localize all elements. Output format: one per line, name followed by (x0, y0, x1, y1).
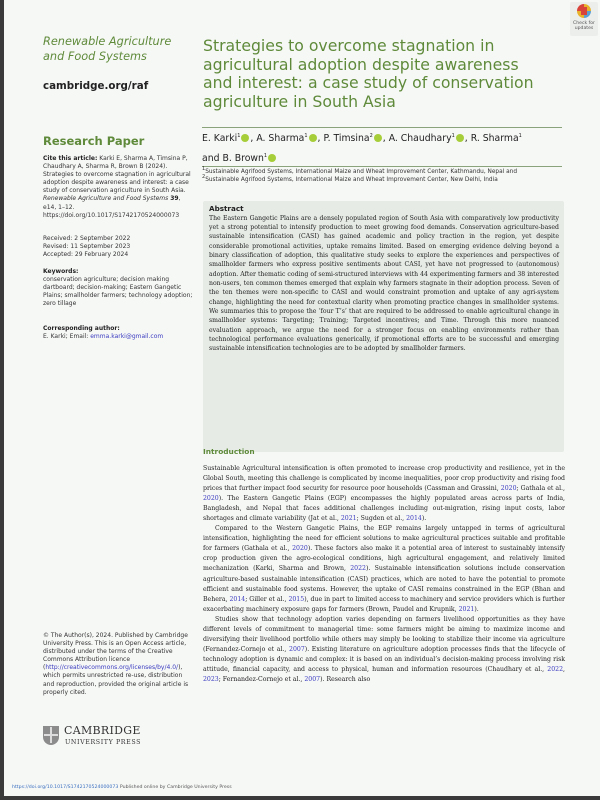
shield-icon (43, 726, 59, 745)
license-post: ), which permits unrestricted re-use, distribution and reproduction, provided the original article is properly cited. (43, 664, 189, 696)
body-text-run: ). These factors also make it a potential area of interest to sustainably intensify crop production given the agro-ecological conditions, high agricultural engagement, and relatively limited mechanization (Karki, Sharma and Brown, (203, 545, 565, 573)
page-footer (12, 785, 232, 790)
body-text-run: ). Research also (320, 675, 371, 683)
body-text-run: Sustainable Agricultural intensification is often promoted to increase crop productivity and resilience, yet in the Global South, meeting this challenge is complicated by income inequalities, poor crop productivity and rising food prices that further impact food security for resource poor households (Cassman and Grassini, (203, 465, 565, 493)
keywords-text: conservation agriculture; decision making dartboard; decision-making; Eastern Gangetic Plains; smallholder farmers; technology adoption; zero tillage (43, 276, 193, 308)
keywords-label: Keywords: (43, 268, 79, 275)
affiliation-text: Sustainable Agrifood Systems, International Maize and Wheat Improvement Center, New Delhi, India (205, 177, 498, 184)
affiliation-number: 1 (202, 166, 206, 173)
journal-name: Renewable Agriculture and Food Systems (43, 35, 172, 63)
authors-divider (202, 166, 562, 167)
author-name[interactable]: P. Timsina (323, 133, 370, 144)
author-name[interactable]: R. Sharma (470, 133, 519, 144)
cite-doi-link[interactable]: https://doi.org/10.1017/S1742170524000073 (43, 211, 180, 219)
license-link[interactable]: http://creativecommons.org/licenses/by/4.0/ (45, 664, 179, 672)
orcid-icon[interactable] (268, 154, 276, 162)
citation-link[interactable]: 2007 (304, 675, 321, 683)
affiliation-item (202, 168, 582, 176)
corresponding-label: Corresponding author: (43, 325, 120, 332)
orcid-icon[interactable] (309, 134, 317, 142)
body-text-run: ). (421, 515, 427, 523)
affiliation-item (202, 176, 582, 184)
author-list (202, 129, 567, 168)
article-title: Strategies to overcome stagnation in agricultural adoption despite awareness and interest: a case study of conservation agriculture in South Asia (203, 36, 534, 111)
affiliation-text: Sustainable Agrifood Systems, International Maize and Wheat Improvement Center, Kathmandu, Nepal and (205, 169, 518, 175)
introduction-body (203, 464, 565, 685)
affiliation-marker: 1 (304, 132, 308, 139)
affiliation-marker: 1 (451, 132, 455, 139)
body-text-run: ; Fernandez-Cornejo et al., (218, 675, 305, 683)
body-paragraph (203, 615, 565, 685)
footer-published: Published online by Cambridge University Press (118, 785, 232, 790)
body-paragraph (203, 524, 565, 614)
author-separator: , (250, 133, 257, 144)
corresponding-email-link[interactable]: emma.karki@gmail.com (90, 333, 164, 341)
cite-volume: 39 (170, 195, 179, 203)
body-text-run: ; Gathala et al., (516, 485, 565, 493)
revised-date: Revised: 11 September 2023 (43, 243, 131, 251)
affiliation-number: 2 (202, 174, 206, 181)
citation-link[interactable]: 2020 (203, 495, 219, 503)
citation-link[interactable]: 2014 (406, 515, 422, 523)
body-text-run: Studies show that technology adoption varies depending on farmers livelihood opportunities as they have different levels of commitment to managerial time: some farmers might be aiming to maximize income and diversifying their livelihood portfolio while others may simply be looking to stabilize their income via agriculture (Fernandez-Cornejo et al., (203, 615, 565, 653)
abstract-heading: Abstract (209, 204, 244, 213)
author-connector: and (202, 152, 223, 164)
check-for-updates-button[interactable] (570, 2, 598, 36)
citation-block (43, 155, 193, 220)
title-divider (202, 127, 562, 128)
citation-link[interactable]: 2021 (458, 605, 475, 613)
affiliation-marker: 2 (369, 132, 373, 139)
citation-link[interactable]: 2023 (203, 675, 219, 683)
publisher-sub: UNIVERSITY PRESS (65, 739, 142, 746)
citation-link[interactable]: 2015 (288, 595, 305, 603)
body-text-run: ; Giller et al., (245, 595, 289, 603)
author-name[interactable]: A. Chaudhary (388, 133, 452, 144)
paper-page (4, 0, 600, 796)
citation-link[interactable]: 2022 (350, 565, 366, 573)
author-separator: , (317, 133, 324, 144)
affiliation-marker: 1 (518, 132, 522, 139)
footer-doi-link[interactable]: https://doi.org/10.1017/S1742170524000073 (12, 785, 119, 790)
affiliation-marker: 1 (263, 152, 268, 159)
corresponding-author-block (43, 325, 193, 341)
author-separator: , (464, 133, 471, 144)
crossmark-label: Check for updates (573, 21, 595, 31)
citation-link[interactable]: 2007 (289, 645, 305, 653)
corresponding-text (43, 333, 193, 341)
citation-link[interactable]: 2021 (340, 515, 357, 523)
body-text-run: ). Sustainable intensification solutions include conservation agriculture-based sustainable intensification (CASI) practices, which are noted to have the potential to promote efficient and sustainable food systems. However, the uptake of CASI remains constrained in the EGP (Bhan and Behera, (203, 565, 565, 603)
journal-url[interactable]: cambridge.org/raf (43, 80, 149, 92)
accepted-date: Accepted: 29 February 2024 (43, 251, 129, 259)
body-text-run: ), due in part to limited access to machinery and service providers which is further exacerbating machinery exposure gaps for farmers (Brown, Paudel and Krupnik, (203, 595, 566, 613)
crossmark-icon (577, 4, 591, 18)
citation-link[interactable]: 2022 (547, 665, 564, 673)
body-text-run: ). Existing literature on agriculture adoption processes finds that the lifecycle of technology adoption is dynamic and complex: it is based on an individual’s decision-making process involving risk attitude, financial capacity, and access to physical, human and information resources (Chaudhary et al., (203, 645, 565, 673)
body-text-run: Compared to the Western Gangetic Plains, the EGP remains largely untapped in terms of agricultural intensification, highlighting the need for efficient solutions to make agricultural practices suitable and profitable for farmers (Gathala et al., (203, 525, 565, 553)
orcid-icon[interactable] (241, 134, 249, 142)
author-name[interactable]: E. Karki (202, 133, 238, 144)
received-date: Received: 2 September 2022 (43, 235, 131, 242)
body-text-run: ). The Eastern Gangetic Plains (EGP) encompasses the highly populated areas across parts of India, Bangladesh, and Nepal that faces additional challenges including out-migration, rising input costs, labor shortages and climate variability (Jat et al., (203, 495, 565, 523)
corresponding-name: E. Karki; Email: (43, 333, 91, 341)
author-separator: , (382, 133, 389, 144)
author-name[interactable]: B. Brown (222, 152, 264, 164)
cite-pages: , e14, 1–12. (43, 195, 181, 211)
keywords-block (43, 268, 193, 308)
body-text-run: ; Sugden et al., (356, 515, 407, 523)
citation-link[interactable]: 2014 (229, 595, 246, 603)
orcid-icon[interactable] (456, 134, 464, 142)
body-paragraph (203, 464, 565, 524)
body-text-run: ). (474, 605, 479, 613)
cite-label: Cite this article: (43, 155, 98, 162)
license-pre: © The Author(s), 2024. Published by Cambridge University Press. This is an Open Access article, distributed under the terms of the Creative Commons Attribution licence ( (43, 632, 188, 672)
body-text-run: , (563, 665, 565, 673)
introduction-heading: Introduction (203, 447, 255, 456)
dates-block (43, 235, 193, 259)
cite-journal: Renewable Agriculture and Food Systems (43, 195, 169, 203)
affiliations (202, 168, 582, 185)
citation-link[interactable]: 2020 (292, 545, 308, 553)
affiliation-marker: 1 (237, 132, 241, 139)
cite-text: Karki E, Sharma A, Timsina P, Chaudhary A, Sharma R, Brown B (2024). Strategies to overcome stagnation in agricultural adoption despite awareness and interest: a case study of conservation agriculture in South Asia. (43, 155, 191, 195)
author-name[interactable]: A. Sharma (256, 133, 305, 144)
publisher-name: CAMBRIDGE (64, 724, 141, 737)
citation-link[interactable]: 2020 (500, 485, 517, 493)
abstract-text: The Eastern Gangetic Plains are a densely populated region of South Asia with comparatively low productivity yet a strong potential to intensify production to meet growing food demands. Conservation agriculture-based sustainable intensification (CASI) has gained academic and policy traction in the region, yet despite considerable promotional activities, uptake remains limited. Based on emerging evidence delving beyond a binary classification of adoption, this qualitative study seeks to explore the experiences and perspectives of smallholder farmers who express positive sentiments about CASI, yet have not progressed to (autonomous) adoption. After thematic coding of semi-structured interviews with 44 experimenting farmers and 38 interested non-users, ten common themes emerged that explain why farmers stagnate in their adoption process. Seven of the ten themes were non-specific to CASI and would constraint promotion and uptake of any agri-system change, highlighting the need for contextual clarity when promoting practice changes in smallholder systems. We summaries this to propose the ‘four T’s’ that are required to be addressed to enable agricultural change in smallholder systems: Targeting; Training; Targeted incentives; and Time. Through this more nuanced evaluation approach, we argue the need for a stronger focus on enabling environments rather than technological performance evaluations generically, if promotional efforts are to be successful and emerging sustainable intensification technologies are to be adopted by smallholder farmers. (209, 214, 559, 353)
article-type: Research Paper (43, 134, 145, 148)
orcid-icon[interactable] (374, 134, 382, 142)
cambridge-university-press-logo (43, 724, 163, 752)
license-block (43, 632, 193, 697)
